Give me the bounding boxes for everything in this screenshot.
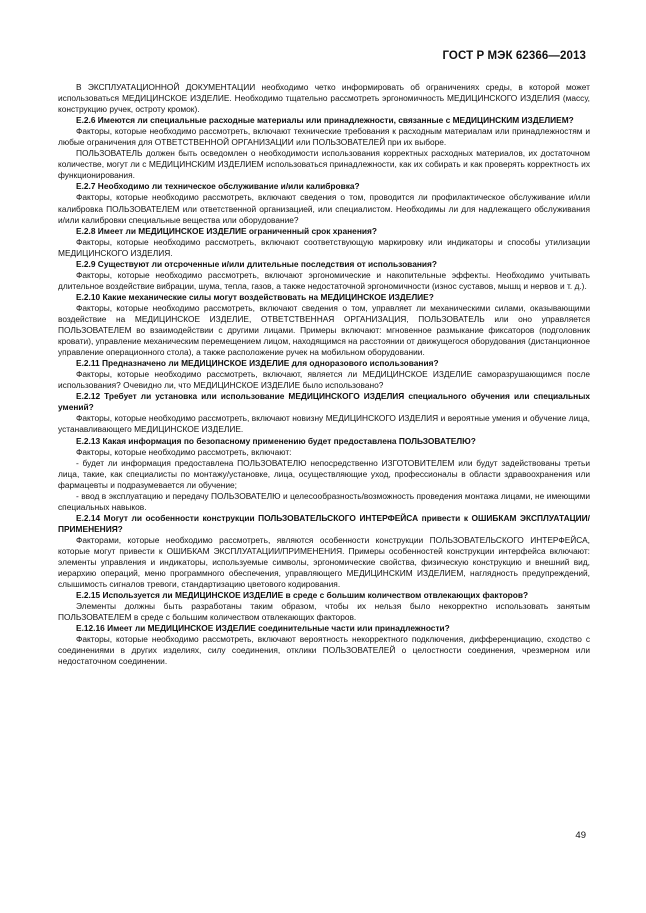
section-heading: Е.2.7 Необходимо ли техническое обслуживание и/или калибровка? — [76, 181, 360, 192]
section-heading: Е.2.11 Предназначено ли МЕДИЦИНСКОЕ ИЗДЕЛИЕ для одноразового использования? — [76, 358, 439, 369]
section-heading: Е.12.16 Имеет ли МЕДИЦИНСКОЕ ИЗДЕЛИЕ соединительные части или принадлежности? — [76, 623, 450, 634]
section-heading: Е.2.12 Требует ли установка или использование МЕДИЦИНСКОГО ИЗДЕЛИЯ специального обучения или специальных умений? — [58, 391, 590, 413]
paragraph: В ЭКСПЛУАТАЦИОННОЙ ДОКУМЕНТАЦИИ необходимо четко информировать об ограничениях среды, в которой может использоваться МЕДИЦИНСКОЕ ИЗДЕЛИЕ. Необходимо тщательно рассмотреть эргономичность МЕДИЦИНСКОГО ИЗДЕЛИЯ (массу, конструкцию ручек, остроту кромок). — [58, 82, 590, 115]
body-text — [58, 82, 590, 667]
section-heading: Е.2.15 Используется ли МЕДИЦИНСКОЕ ИЗДЕЛИЕ в среде с большим количеством отвлекающих факторов? — [76, 590, 529, 601]
paragraph: ПОЛЬЗОВАТЕЛЬ должен быть осведомлен о необходимости использования корректных расходных материалов, их достаточном количестве, могут ли с МЕДИЦИНСКИМ ИЗДЕЛИЕМ использоваться принадлежности, как их собирать и как проверять корректность их функционирования. — [58, 148, 590, 181]
paragraph: Факторами, которые необходимо рассмотреть, являются особенности конструкции ПОЛЬЗОВАТЕЛЬСКОГО ИНТЕРФЕЙСА, которые могут привести к ОШИБКАМ ЭКСПЛУАТАЦИИ/ПРИМЕНЕНИЯ. Примеры особенностей конструкции интерфейса включают: элементы управления и индикаторы, используемые символы, эргономические свойства, физическую конструкцию и внешний вид, иерархию операций, меню программного обеспечения, управляющего МЕДИЦИНСКИМ ИЗДЕЛИЕМ, наглядность предупреждений, слышимость сигналов тревоги, стандартизацию цветового кодирования. — [58, 534, 590, 590]
paragraph: Факторы, которые необходимо рассмотреть, включают сведения о том, проводится ли профилактическое обслуживание и/или калибровка ПОЛЬЗОВАТЕЛЕМ или ответственной организацией, или специалистом. Необходимы ли для надлежащего обслуживания и/или калибровки специальные вещества или оборудование? — [58, 192, 590, 225]
paragraph: Факторы, которые необходимо рассмотреть, включают вероятность некорректного подключения, дифференциацию, сходство с соединениями в других изделиях, силу соединения, отклики ПОЛЬЗОВАТЕЛЕЙ о целостности соединения, чрезмерном или недостаточном соединении. — [58, 634, 590, 667]
section-heading: Е.2.14 Могут ли особенности конструкции ПОЛЬЗОВАТЕЛЬСКОГО ИНТЕРФЕЙСА привести к ОШИБКАМ ЭКСПЛУАТАЦИИ/ПРИМЕНЕНИЯ? — [58, 512, 590, 534]
paragraph: Факторы, которые необходимо рассмотреть, включают сведения о том, управляет ли механическими силами, оказывающими воздействие на МЕДИЦИНСКОЕ ИЗДЕЛИЕ, ОТВЕТСТВЕННАЯ ОРГАНИЗАЦИЯ, ПОЛЬЗОВАТЕЛЬ или оно управляется ПОЛЬЗОВАТЕЛЕМ во взаимодействии с другими лицами. Примеры включают: мгновенное размыкание фиксаторов (подголовник кровати), управление механическим перемещением лицом, находящимся на расстоянии от движущегося оборудования (дистанционное управление операционного стола), а также расположение ручек на мобильном оборудовании. — [58, 302, 590, 358]
section-heading: Е.2.9 Существуют ли отсроченные и/или длительные последствия от использования? — [76, 258, 437, 269]
paragraph: Факторы, которые необходимо рассмотреть, включают технические требования к расходным материалам или принадлежностям и любые ограничения для ОТВЕТСТВЕННОЙ ОРГАНИЗАЦИИ или ПОЛЬЗОВАТЕЛЕЙ при их выборе. — [58, 126, 590, 148]
section-heading: Е.2.8 Имеет ли МЕДИЦИНСКОЕ ИЗДЕЛИЕ ограниченный срок хранения? — [76, 225, 377, 236]
paragraph: - будет ли информация предоставлена ПОЛЬЗОВАТЕЛЮ непосредственно ИЗГОТОВИТЕЛЕМ или будут задействованы третьи лица, такие, как специалисты по монтажу/установке, лица, осуществляющие уход, профессионалы в области здравоохранения или фармацевты и подразумевается ли обучение; — [58, 457, 590, 490]
paragraph: Факторы, которые необходимо рассмотреть, включают, является ли МЕДИЦИНСКОЕ ИЗДЕЛИЕ саморазрушающимся после использования? Очевидно ли, что МЕДИЦИНСКОЕ ИЗДЕЛИЕ было использовано? — [58, 369, 590, 391]
section-heading: Е.2.13 Какая информация по безопасному применению будет предоставлена ПОЛЬЗОВАТЕЛЮ? — [76, 435, 476, 446]
paragraph: Факторы, которые необходимо рассмотреть, включают новизну МЕДИЦИНСКОГО ИЗДЕЛИЯ и вероятные умения и обучение лица, устанавливающего МЕДИЦИНСКОЕ ИЗДЕЛИЕ. — [58, 413, 590, 435]
section-heading: Е.2.6 Имеются ли специальные расходные материалы или принадлежности, связанные с МЕДИЦИНСКИМ ИЗДЕЛИЕМ? — [76, 115, 574, 126]
paragraph: - ввод в эксплуатацию и передачу ПОЛЬЗОВАТЕЛЮ и целесообразность/возможность проведения монтажа лицами, не имеющими специальных навыков. — [58, 490, 590, 512]
section-heading: Е.2.10 Какие механические силы могут воздействовать на МЕДИЦИНСКОЕ ИЗДЕЛИЕ? — [76, 291, 434, 302]
standard-designation: ГОСТ Р МЭК 62366—2013 — [442, 50, 586, 62]
page-number: 49 — [575, 830, 586, 841]
paragraph: Элементы должны быть разработаны таким образом, чтобы их нельзя было некорректно использовать занятым ПОЛЬЗОВАТЕЛЕМ в среде с большим количеством отвлекающих факторов. — [58, 601, 590, 623]
paragraph: Факторы, которые необходимо рассмотреть, включают: — [76, 446, 292, 457]
paragraph: Факторы, которые необходимо рассмотреть, включают эргономические и накопительные эффекты. Необходимо учитывать длительное воздействие вибрации, шума, тепла, газов, а также недостаточной эргономичности (износ суставов, мышц и нервов и т. д.). — [58, 269, 590, 291]
paragraph: Факторы, которые необходимо рассмотреть, включают соответствующую маркировку или индикаторы и способы утилизации МЕДИЦИНСКОГО ИЗДЕЛИЯ. — [58, 236, 590, 258]
